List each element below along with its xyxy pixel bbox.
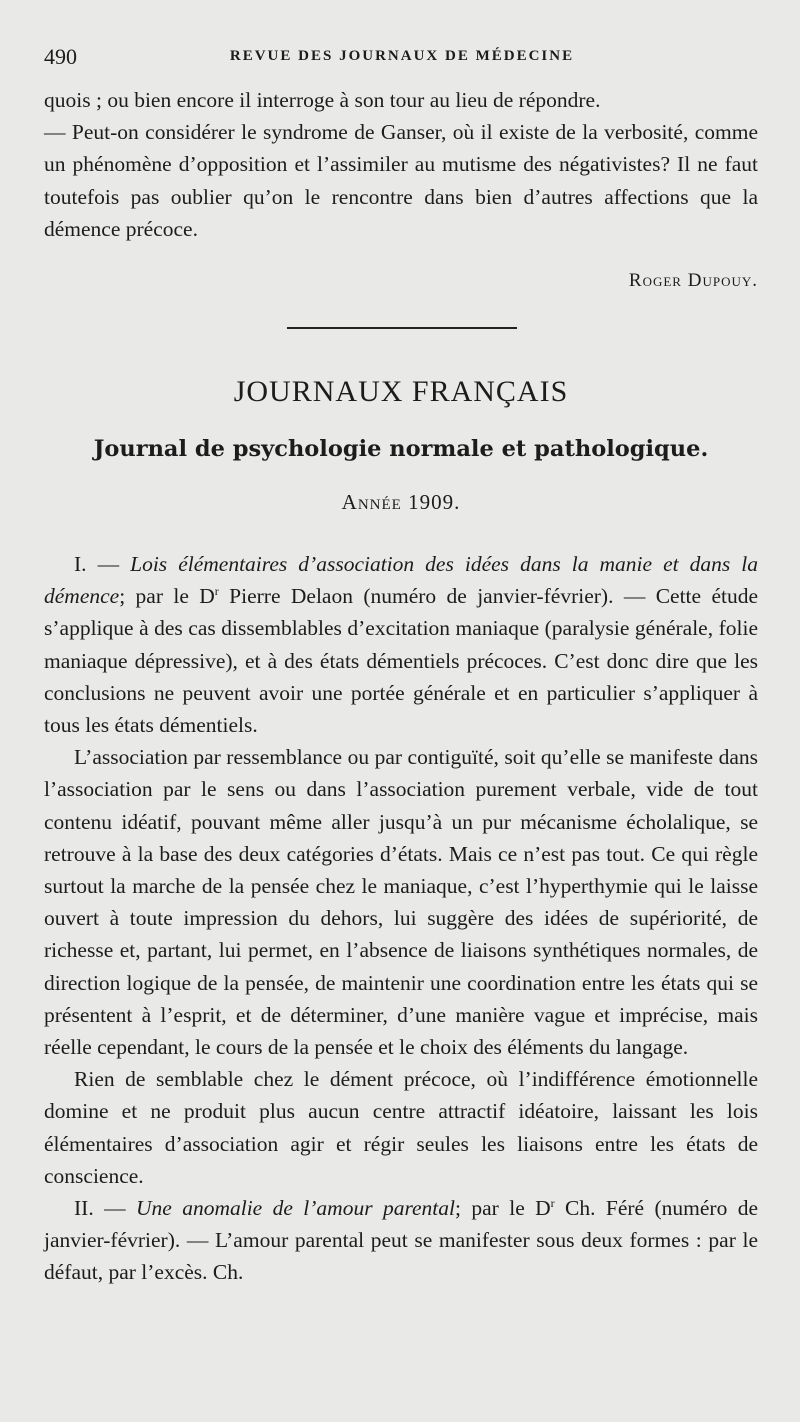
intro-paragraph-1: quois ; ou bien encore il interroge à son tour au lieu de répondre. (44, 88, 601, 112)
article-1-author-prefix: ; par le D (119, 584, 215, 609)
article-1-number: I. — (74, 552, 120, 576)
article-1-body: Pierre Delaon (numéro de janvier-février). — Cette étude s’applique à des cas dissemblables d’excitation maniaque (paralysie générale, folie maniaque dépressive), et à des états démentiels précoces. C’est donc dire que les conclusions ne peuvent avoir une portée générale et en particulier s’appliquer à tous les états démentiels. (44, 584, 758, 738)
running-title: REVUE DES JOURNAUX DE MÉDECINE (229, 48, 575, 64)
section-divider (287, 327, 517, 329)
previous-review-ending (44, 84, 758, 245)
article-2-body: Ch. Féré (numéro de janvier-février). — L’amour parental peut se manifester sous deux formes : par le défaut, par l’excès. Ch. (44, 1196, 759, 1285)
article-1-paragraph-2: L’association par ressemblance ou par contiguïté, soit qu’elle se manifeste dans l’association par le sens ou dans l’association purement verbale, vide de tout contenu idéatif, pouvant même aller jusqu’à un pur mécanisme écholalique, se retrouve à la base des deux catégories d’états. Mais ce n’est pas tout. Ce qui règle surtout la marche de la pensée chez le maniaque, c’est l’hyperthymie qui le laisse ouvert à toute impression du dehors, lui suggère des idées de supériorité, de richesse et, partant, lui permet, en l’absence de liaisons synthétiques normales, de direction logique de la pensée, de maintenir une coordination entre les états qui se présentent à l’esprit, et de déterminer, d’une manière vague et imprécise, mais réelle cependant, le cours de la pensée et le choix des éléments du langage. (44, 745, 758, 1060)
author-signature: Roger Dupouy. (628, 270, 758, 291)
reviews-body (44, 548, 758, 1289)
article-1-author-sup: r (214, 584, 219, 599)
intro-paragraph-2: — Peut-on considérer le syndrome de Ganser, où il existe de la verbosité, comme un phénomène d’opposition et l’assimiler au mutisme des négativistes? Il ne faut toutefois pas oublier qu’on le rencontre dans bien d’autres affections que la démence précoce. (44, 120, 758, 241)
article-2-author-prefix: ; par le D (455, 1196, 551, 1221)
year-heading: Année 1909. (341, 490, 461, 514)
page-number: 490 (44, 44, 77, 69)
article-2-author-sup: r (550, 1195, 555, 1210)
article-2-number: II. — (74, 1196, 126, 1221)
article-1-paragraph-3: Rien de semblable chez le dément précoce, où l’indifférence émotionnelle domine et ne produit plus aucun centre attractif idéatoire, laissant les lois élémentaires d’association agir et régir seules les liaisons entre les états de conscience. (44, 1067, 758, 1188)
section-title: JOURNAUX FRANÇAIS (233, 375, 569, 408)
article-1-title: Lois élémentaires d’association des idées dans la manie et dans la démence (44, 552, 758, 609)
journal-title: Journal de psychologie normale et pathologique. (93, 436, 709, 462)
page-header (44, 44, 760, 74)
article-2-title: Une anomalie de l’amour parental (135, 1196, 456, 1221)
article-2-paragraph-1 (44, 1192, 758, 1289)
article-1-paragraph-1 (44, 548, 758, 741)
